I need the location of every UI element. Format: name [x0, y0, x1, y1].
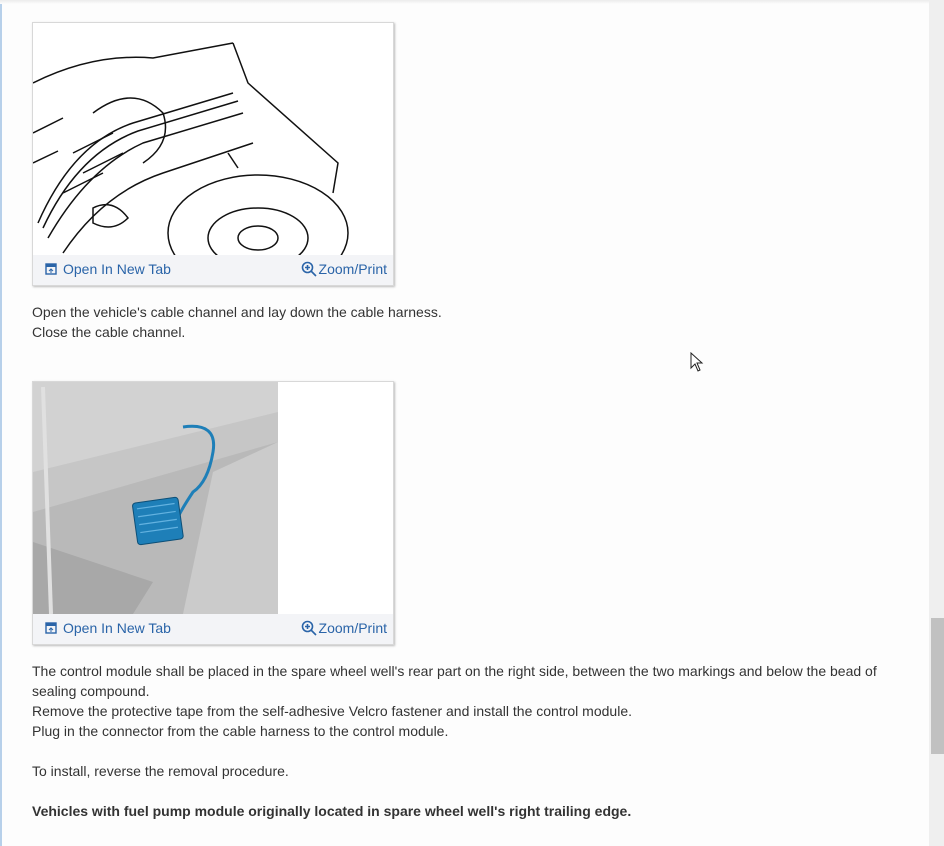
text-line: Open the vehicle's cable channel and lay down the cable harness. [32, 304, 442, 320]
figure-cable-channel [32, 22, 394, 286]
top-shadow [0, 0, 929, 4]
cable-channel-illustration [33, 23, 393, 255]
open-new-tab-icon [45, 263, 57, 275]
open-in-new-tab-link[interactable] [45, 261, 171, 277]
text-line: Close the cable channel. [32, 324, 186, 340]
zoom-in-icon [301, 620, 317, 636]
open-in-new-tab-label: Open In New Tab [63, 261, 171, 277]
mouse-cursor-icon [690, 352, 704, 372]
zoom-print-label: Zoom/Print [318, 620, 387, 636]
figure-toolbar [33, 614, 393, 644]
open-new-tab-icon [45, 622, 57, 634]
scrollbar-thumb[interactable] [931, 618, 944, 754]
zoom-print-link[interactable] [301, 261, 387, 277]
figure-toolbar [33, 255, 393, 285]
paragraph-install: To install, reverse the removal procedure. [32, 763, 289, 779]
zoom-print-label: Zoom/Print [318, 261, 387, 277]
text-line: Remove the protective tape from the self-adhesive Velcro fastener and install the control module. [32, 703, 632, 719]
figure-control-module [32, 381, 394, 645]
open-in-new-tab-label: Open In New Tab [63, 620, 171, 636]
control-module-photo [33, 382, 393, 614]
open-in-new-tab-link[interactable] [45, 620, 171, 636]
section-heading-fuel-pump: Vehicles with fuel pump module originally located in spare wheel well's right trailing edge. [32, 803, 632, 819]
text-line: The control module shall be placed in the spare wheel well's rear part on the right side, between the two markings and below the bead of sealing compound. [32, 663, 877, 699]
zoom-print-link[interactable] [301, 620, 387, 636]
zoom-in-icon [301, 261, 317, 277]
paragraph-cable-channel [32, 302, 902, 342]
left-edge [0, 0, 2, 846]
vertical-scrollbar[interactable] [929, 0, 944, 846]
paragraph-control-module [32, 661, 902, 741]
text-line: Plug in the connector from the cable harness to the control module. [32, 723, 449, 739]
